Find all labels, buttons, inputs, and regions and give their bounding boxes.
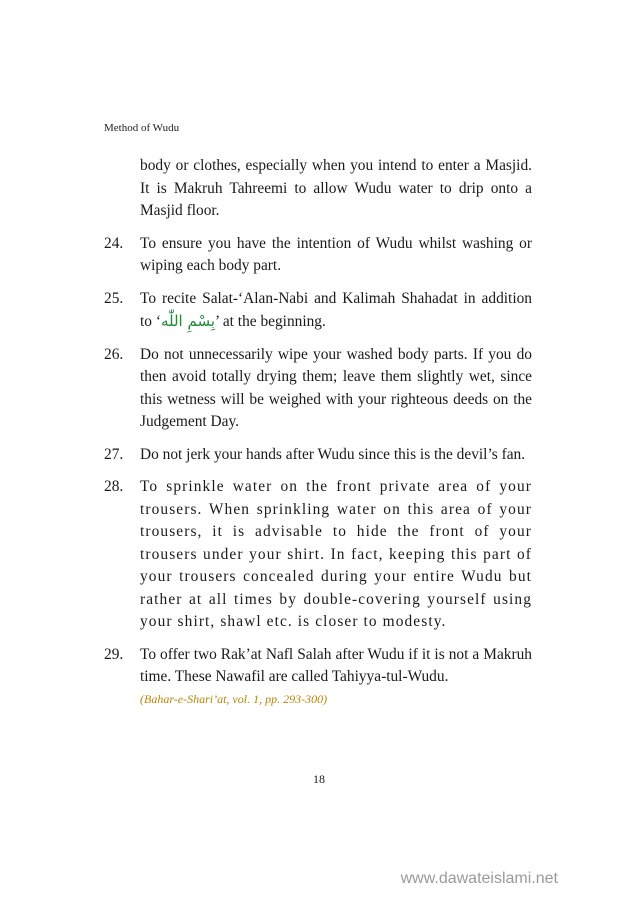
item-number: 25. [104, 289, 124, 307]
item-text: To sprinkle water on the front private area of your trousers. When sprinkling water on this area of your trousers, it is advisable to hide the front of your trousers under your shirt. In fact, keeping this part of your trousers concealed during your entire Wudu but rather at all times by double-covering yourself using your shirt, shawl etc. is closer to modesty. [140, 478, 532, 630]
item-number: 29. [104, 645, 124, 663]
item-number: 26. [104, 345, 124, 363]
list-item-27 [104, 444, 532, 467]
arabic-bismillah: بِسْمِ اللّٰه [160, 312, 216, 330]
running-header: Method of Wudu [104, 122, 180, 134]
continued-paragraph: body or clothes, especially when you intend to enter a Masjid. It is Makruh Tahreemi to allow Wudu water to drip onto a Masjid floor. [140, 157, 532, 219]
item-text: Do not jerk your hands after Wudu since this is the devil’s fan. [140, 445, 526, 463]
list-item-24 [104, 233, 532, 278]
item-text: To offer two Rak’at Nafl Salah after Wudu if it is not a Makruh time. These Nawafil are called Tahiyya-tul-Wudu. [140, 645, 532, 685]
item-text [140, 288, 532, 334]
list-item-26 [104, 344, 532, 434]
citation: (Bahar-e-Shari’at, vol. 1, pp. 293-300) [140, 691, 328, 706]
list-item-25 [104, 288, 532, 334]
item-text-before: To recite Salat-‘Alan-Nabi and Kalimah Shahadat in addition to ‘ [140, 289, 532, 330]
item-text: To ensure you have the intention of Wudu whilst washing or wiping each body part. [140, 234, 532, 274]
list-item-29 [104, 644, 532, 709]
list-item-28 [104, 476, 532, 634]
item-text-after: ’ at the beginning. [215, 313, 326, 330]
item-text-block [140, 644, 532, 709]
item-number: 24. [104, 234, 124, 252]
item-number: 27. [104, 445, 124, 463]
item-number: 28. [104, 478, 124, 495]
website-watermark: www.dawateislami.net [400, 870, 558, 887]
item-text: Do not unnecessarily wipe your washed body parts. If you do then avoid totally drying them; leave them slightly wet, since this wetness will be weighed with your righteous deeds on the Judgement Day. [140, 345, 532, 430]
page-body [104, 155, 532, 709]
page-number: 18 [313, 772, 325, 786]
